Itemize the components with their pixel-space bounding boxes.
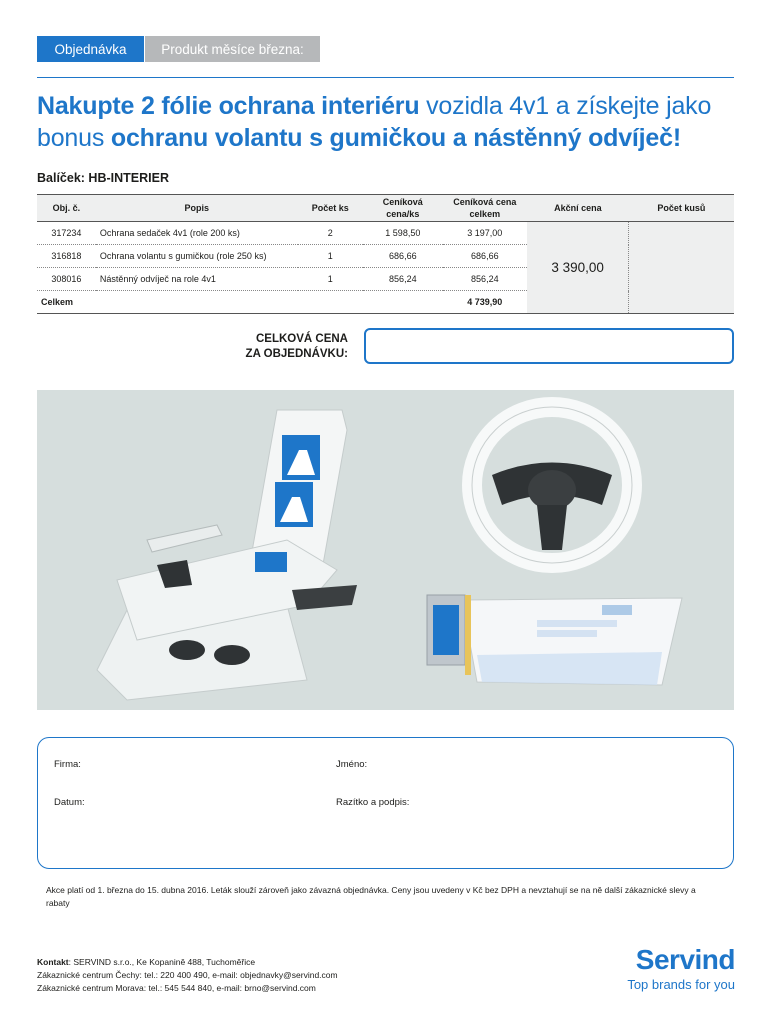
total-value: 4 739,90 (443, 291, 527, 314)
col-header-code: Obj. č. (37, 195, 96, 222)
cell-qty: 2 (298, 222, 363, 245)
contact-block (37, 956, 338, 995)
logo-tagline: Top brands for you (627, 977, 735, 992)
cell-desc: Ochrana sedaček 4v1 (role 200 ks) (96, 222, 298, 245)
date-field[interactable]: Datum: (54, 797, 85, 808)
product-illustration (37, 390, 734, 710)
cell-unit-price: 1 598,50 (363, 222, 443, 245)
terms-text: Akce platí od 1. března do 15. dubna 2016. Leták slouží zároveň jako závazná objednávka. Ceny jsou uvedeny v Kč bez DPH a nevztahují se na ně další zákaznické slevy a rabaty (46, 885, 696, 908)
firm-field[interactable]: Firma: (54, 759, 81, 770)
col-header-qty: Počet ks (298, 195, 363, 222)
product-photo (37, 390, 734, 710)
cell-qty: 1 (298, 245, 363, 268)
package-label: Balíček: HB-INTERIER (37, 171, 169, 185)
cell-total-price: 3 197,00 (443, 222, 527, 245)
cell-unit-price: 686,66 (363, 245, 443, 268)
headline-part1: Nakupte 2 fólie ochrana interiéru (37, 92, 420, 120)
contact-line2: Zákaznické centrum Čechy: tel.: 220 400 490, e-mail: objednavky@servind.com (37, 970, 338, 980)
order-total-line2: ZA OBJEDNÁVKU: (245, 348, 348, 360)
order-total-line1: CELKOVÁ CENA (255, 333, 348, 345)
col-header-order-qty: Počet kusů (629, 195, 734, 222)
order-total-input[interactable] (364, 328, 734, 364)
cell-total-price: 856,24 (443, 268, 527, 291)
headline-part3: ochranu volantu s gumičkou a nástěnný odvíječ! (110, 124, 681, 152)
tab-produkt-mesice[interactable]: Produkt měsíce března: (145, 36, 320, 62)
col-header-desc: Popis (96, 195, 298, 222)
order-table (37, 194, 734, 314)
contact-line3: Zákaznické centrum Morava: tel.: 545 544 840, e-mail: brno@servind.com (37, 983, 316, 993)
col-header-action-price: Akční cena (527, 195, 629, 222)
stamp-signature-field[interactable]: Razítko a podpis: (336, 797, 410, 808)
order-total-label (200, 332, 348, 362)
contact-address: : SERVIND s.r.o., Ke Kopanině 488, Tuchoměřice (68, 957, 256, 967)
cell-code: 308016 (37, 268, 96, 291)
cell-total-price: 686,66 (443, 245, 527, 268)
tab-bar (37, 36, 320, 62)
contact-line1 (37, 956, 338, 969)
headline-part2: vozidla 4v1 a získejte jako bonus (37, 92, 712, 152)
servind-logo (612, 944, 735, 992)
cell-desc: Ochrana volantu s gumičkou (role 250 ks) (96, 245, 298, 268)
cell-desc: Nástěnný odvíječ na role 4v1 (96, 268, 298, 291)
header-divider (37, 77, 734, 78)
contact-label: Kontakt (37, 957, 69, 967)
cell-unit-price: 856,24 (363, 268, 443, 291)
order-qty-input[interactable] (629, 222, 734, 314)
action-price: 3 390,00 (527, 222, 629, 314)
table-header-row (37, 195, 734, 222)
cell-code: 316818 (37, 245, 96, 268)
tab-objednavka[interactable]: Objednávka (37, 36, 144, 62)
total-label: Celkem (37, 291, 443, 314)
order-form (37, 737, 734, 869)
col-header-total-price: Ceníková cena celkem (443, 195, 527, 222)
name-field[interactable]: Jméno: (336, 759, 368, 770)
logo-name: Servind (635, 944, 735, 975)
headline (37, 90, 747, 154)
cell-qty: 1 (298, 268, 363, 291)
col-header-unit-price: Ceníková cena/ks (363, 195, 443, 222)
table-row (37, 222, 734, 245)
cell-code: 317234 (37, 222, 96, 245)
